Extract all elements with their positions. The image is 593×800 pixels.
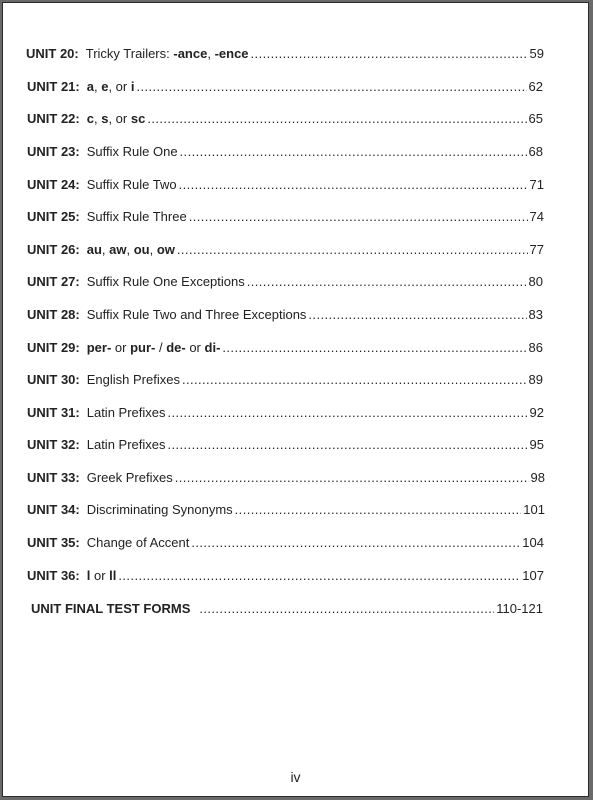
toc-entry <box>27 79 543 95</box>
toc-page-number: 83 <box>528 307 543 322</box>
toc-entry-title <box>87 405 166 421</box>
toc-entry-title <box>87 242 175 258</box>
toc-unit-label: UNIT 29: <box>27 340 80 355</box>
toc-title-emphasis: pur- <box>130 340 156 355</box>
toc-title-emphasis: a <box>86 79 94 94</box>
toc-title-emphasis: -ance <box>173 46 208 61</box>
toc-unit-label: UNIT 27: <box>27 274 80 289</box>
toc-entry <box>27 177 544 193</box>
toc-title-emphasis: de- <box>166 340 186 355</box>
toc-page-number: 62 <box>528 79 543 94</box>
dot-leader <box>235 502 522 518</box>
toc-title-emphasis: ll <box>109 568 117 583</box>
toc-page-number: 95 <box>529 437 544 452</box>
dot-leader <box>247 274 527 290</box>
toc-title-text: Suffix Rule Two <box>86 177 177 192</box>
toc-entry-title <box>87 274 245 290</box>
toc-entry <box>26 46 544 62</box>
toc-entry-title <box>86 46 249 62</box>
toc-title-text: or <box>90 568 110 583</box>
toc-unit-label: UNIT 25: <box>27 209 80 224</box>
toc-title-text: Latin Prefixes <box>86 405 166 420</box>
dot-leader <box>191 535 520 551</box>
page-folio: iv <box>290 769 301 785</box>
toc-title-text: Tricky Trailers: <box>85 46 174 61</box>
toc-title-text: Latin Prefixes <box>86 437 166 452</box>
dot-leader <box>222 340 526 356</box>
toc-title-emphasis: -ence <box>214 46 249 61</box>
toc-title-text: , <box>207 46 215 61</box>
toc-entry <box>27 405 544 421</box>
toc-title-text: , <box>93 111 102 126</box>
toc-title-text: Suffix Rule One Exceptions <box>86 274 245 289</box>
toc-entry-title <box>87 307 307 323</box>
toc-unit-label: UNIT 22: <box>27 111 80 126</box>
toc-entry-title <box>87 535 190 551</box>
toc-entry-title <box>87 209 187 225</box>
toc-title-text: or <box>185 340 205 355</box>
toc-entry <box>27 568 544 584</box>
toc-entry <box>27 502 545 518</box>
toc-unit-label: UNIT 33: <box>27 470 80 485</box>
dot-leader <box>136 79 526 95</box>
toc-page-number: 71 <box>529 177 544 192</box>
toc-entry-title <box>87 111 146 127</box>
toc-page-number: 80 <box>528 274 543 289</box>
toc-entry <box>27 274 543 290</box>
toc-page-number: 104 <box>522 535 544 550</box>
toc-entry <box>27 470 545 486</box>
toc-title-emphasis: l <box>86 568 91 583</box>
dot-leader <box>168 437 528 453</box>
toc-title-emphasis: sc <box>130 111 146 126</box>
dot-leader <box>175 470 529 486</box>
toc-title-emphasis: ow <box>156 242 175 257</box>
toc-entry <box>31 601 543 617</box>
toc-page-number: 86 <box>528 340 543 355</box>
toc-title-emphasis: au <box>86 242 102 257</box>
toc-page-number: 65 <box>528 111 543 126</box>
toc-entry-title <box>87 568 117 584</box>
toc-title-text: Suffix Rule Three <box>86 209 187 224</box>
dot-leader <box>199 601 494 617</box>
toc-page-number: 77 <box>529 242 544 257</box>
dot-leader <box>177 242 528 258</box>
dot-leader <box>147 111 526 127</box>
toc-page-number: 59 <box>529 46 544 61</box>
toc-title-emphasis: ou <box>133 242 150 257</box>
toc-unit-label: UNIT 21: <box>27 79 80 94</box>
toc-title-text: , <box>126 242 134 257</box>
toc-page-number: 101 <box>523 502 545 517</box>
toc-unit-label: UNIT FINAL TEST FORMS <box>31 601 191 616</box>
toc-entry-title <box>87 177 177 193</box>
dot-leader <box>182 372 527 388</box>
toc-title-text: , <box>101 242 110 257</box>
toc-entry <box>27 209 544 225</box>
toc-unit-label: UNIT 28: <box>27 307 80 322</box>
toc-title-text: / <box>155 340 167 355</box>
toc-entry <box>27 372 543 388</box>
dot-leader <box>308 307 526 323</box>
dot-leader <box>179 177 528 193</box>
toc-unit-label: UNIT 23: <box>27 144 80 159</box>
toc-title-text: , <box>149 242 157 257</box>
toc-entry-title <box>87 79 135 95</box>
toc-entry <box>27 437 544 453</box>
toc-entry <box>27 307 543 323</box>
toc-title-emphasis: s <box>101 111 109 126</box>
toc-page-number: 110-121 <box>496 601 543 616</box>
toc-title-emphasis: aw <box>109 242 127 257</box>
toc-entry-title <box>87 144 178 160</box>
toc-page-number: 89 <box>528 372 543 387</box>
toc-title-emphasis: i <box>130 79 135 94</box>
toc-unit-label: UNIT 31: <box>27 405 80 420</box>
document-page <box>2 2 589 797</box>
dot-leader <box>180 144 527 160</box>
toc-unit-label: UNIT 24: <box>27 177 80 192</box>
toc-page-number: 68 <box>528 144 543 159</box>
toc-entry-title <box>87 502 233 518</box>
toc-page-number: 92 <box>529 405 544 420</box>
toc-title-text: Discriminating Synonyms <box>86 502 233 517</box>
toc-title-emphasis: c <box>86 111 94 126</box>
toc-page-number: 98 <box>530 470 545 485</box>
toc-title-text: Suffix Rule Two and Three Exceptions <box>86 307 307 322</box>
toc-title-text: Change of Accent <box>86 535 190 550</box>
toc-title-emphasis: di- <box>204 340 221 355</box>
toc-unit-label: UNIT 30: <box>27 372 80 387</box>
toc-unit-label: UNIT 26: <box>27 242 80 257</box>
toc-unit-label: UNIT 20: <box>26 46 79 61</box>
toc-title-text: Suffix Rule One <box>86 144 178 159</box>
toc-title-emphasis: e <box>101 79 109 94</box>
dot-leader <box>251 46 528 62</box>
dot-leader <box>168 405 528 421</box>
toc-entry <box>27 340 543 356</box>
toc-page-number: 74 <box>529 209 544 224</box>
toc-title-text: English Prefixes <box>86 372 180 387</box>
toc-entry-title <box>87 372 180 388</box>
toc-entry-title <box>87 340 221 356</box>
toc-title-text: , <box>93 79 102 94</box>
toc-entry <box>27 111 543 127</box>
toc-page-number: 107 <box>522 568 544 583</box>
dot-leader <box>118 568 520 584</box>
toc-entry-title <box>87 437 166 453</box>
toc-entry <box>27 535 544 551</box>
toc-title-text: , or <box>108 79 131 94</box>
toc-unit-label: UNIT 36: <box>27 568 80 583</box>
toc-unit-label: UNIT 34: <box>27 502 80 517</box>
toc-unit-label: UNIT 35: <box>27 535 80 550</box>
toc-title-emphasis: per- <box>86 340 112 355</box>
toc-unit-label: UNIT 32: <box>27 437 80 452</box>
toc-entry-title <box>87 470 173 486</box>
toc-title-text: Greek Prefixes <box>86 470 173 485</box>
toc-title-text: or <box>111 340 131 355</box>
dot-leader <box>189 209 528 225</box>
toc-entry <box>27 242 544 258</box>
toc-entry <box>27 144 543 160</box>
toc-title-text: , or <box>108 111 131 126</box>
